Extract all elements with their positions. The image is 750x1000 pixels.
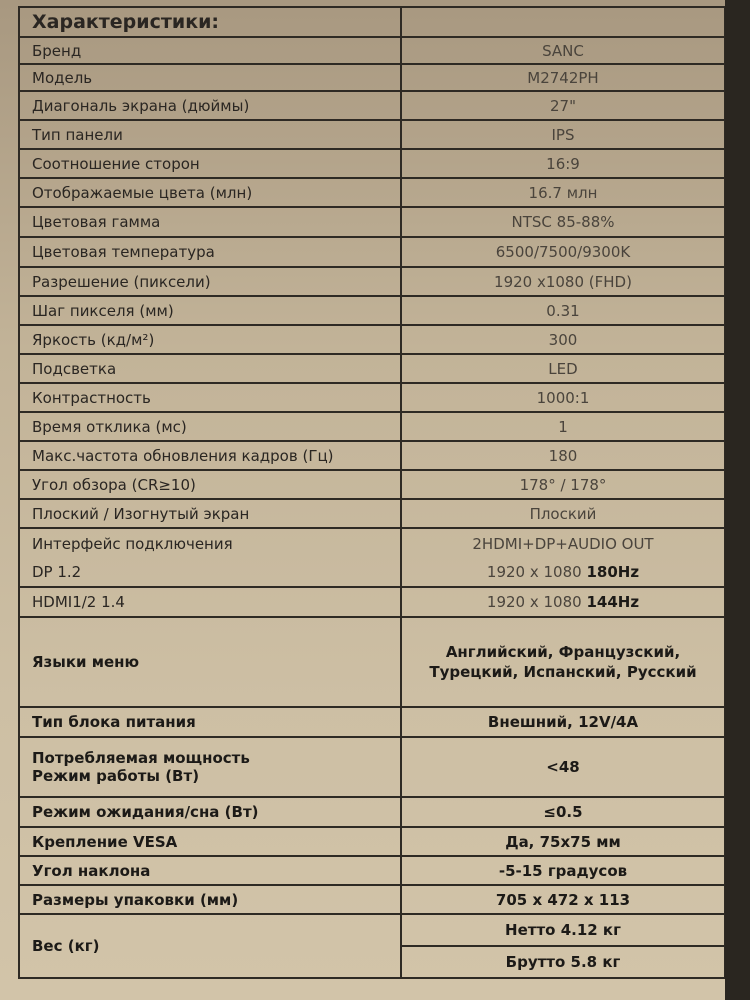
power-label-line-1: Потребляемая мощность xyxy=(32,749,250,767)
spec-table xyxy=(18,6,726,979)
table-row xyxy=(20,798,724,828)
spec-label: Яркость (кд/м²) xyxy=(20,326,402,353)
spec-label: Шаг пикселя (мм) xyxy=(20,297,402,324)
spec-value: 16.7 млн xyxy=(528,183,598,202)
spec-value: IPS xyxy=(551,125,575,144)
spec-value: ≤0.5 xyxy=(543,803,583,821)
table-row xyxy=(20,326,724,355)
weight-net: Нетто 4.12 кг xyxy=(505,921,621,939)
table-row xyxy=(20,588,724,618)
table-row xyxy=(20,238,724,268)
table-row xyxy=(20,65,724,92)
spec-value: SANC xyxy=(542,41,584,60)
spec-label: Цветовая температура xyxy=(20,238,402,266)
spec-value: 16:9 xyxy=(546,154,580,173)
spec-label: Интерфейс подключения xyxy=(20,529,402,558)
table-row xyxy=(20,886,724,915)
table-row xyxy=(20,618,724,708)
spec-value: -5-15 градусов xyxy=(498,861,628,880)
spec-label: Отображаемые цвета (млн) xyxy=(20,179,402,206)
weight-gross: Брутто 5.8 кг xyxy=(402,945,724,977)
port-resolution: 1920 x 1080 xyxy=(486,593,582,611)
spec-label: Бренд xyxy=(20,38,402,63)
spec-value: LED xyxy=(548,359,578,378)
spec-value: 27" xyxy=(550,96,576,115)
spec-label: Угол наклона xyxy=(20,857,402,884)
spec-label: Тип блока питания xyxy=(20,708,402,736)
spec-value: 6500/7500/9300K xyxy=(495,243,631,261)
table-row xyxy=(20,558,724,588)
table-row xyxy=(20,915,724,977)
spec-value: 1000:1 xyxy=(536,388,590,407)
port-resolution: 1920 x 1080 xyxy=(486,563,582,581)
table-row xyxy=(20,471,724,500)
spec-label xyxy=(20,738,402,796)
table-row xyxy=(20,384,724,413)
table-row xyxy=(20,442,724,471)
spec-label: Угол обзора (CR≥10) xyxy=(20,471,402,498)
spec-value xyxy=(402,558,724,586)
spec-label: DP 1.2 xyxy=(20,558,402,586)
spec-label: Цветовая гамма xyxy=(20,208,402,236)
spec-value: Да, 75x75 мм xyxy=(505,832,621,851)
table-row xyxy=(20,268,724,297)
table-row xyxy=(20,355,724,384)
spec-label: Разрешение (пиксели) xyxy=(20,268,402,295)
table-row xyxy=(20,413,724,442)
table-row xyxy=(20,208,724,238)
port-rate: 144Hz xyxy=(586,593,640,611)
spec-value: 1 xyxy=(558,417,568,436)
spec-label: Плоский / Изогнутый экран xyxy=(20,500,402,527)
table-row xyxy=(20,708,724,738)
spec-value: M2742PH xyxy=(527,68,599,87)
spec-value: Плоский xyxy=(529,504,597,523)
spec-value: 180 xyxy=(548,446,578,465)
spec-label: Соотношение сторон xyxy=(20,150,402,177)
table-row xyxy=(20,92,724,121)
table-row xyxy=(20,179,724,208)
table-row xyxy=(20,297,724,326)
spec-label: Модель xyxy=(20,65,402,90)
spec-value: 705 x 472 x 113 xyxy=(495,890,631,909)
table-row xyxy=(20,828,724,857)
weight-values xyxy=(402,915,724,977)
table-row xyxy=(20,738,724,798)
spec-value: 300 xyxy=(548,330,578,349)
power-label-line-2: Режим работы (Вт) xyxy=(32,767,200,785)
table-row xyxy=(20,38,724,65)
table-row xyxy=(20,857,724,886)
language-line-2: Турецкий, Испанский, Русский xyxy=(429,663,697,681)
spec-value: 2HDMI+DP+AUDIO OUT xyxy=(472,534,654,553)
spec-label: Крепление VESA xyxy=(20,828,402,855)
spec-label: HDMI1/2 1.4 xyxy=(20,588,402,616)
table-row xyxy=(20,121,724,150)
table-row xyxy=(20,500,724,529)
port-rate: 180Hz xyxy=(586,563,640,581)
spec-label: Вес (кг) xyxy=(20,915,402,977)
table-title: Характеристики: xyxy=(20,8,402,36)
spec-label: Подсветка xyxy=(20,355,402,382)
spec-label: Тип панели xyxy=(20,121,402,148)
spec-label: Время отклика (мс) xyxy=(20,413,402,440)
spec-label: Макс.частота обновления кадров (Гц) xyxy=(20,442,402,469)
table-row xyxy=(20,150,724,179)
spec-value: 1920 x1080 (FHD) xyxy=(494,272,632,291)
spec-label: Размеры упаковки (мм) xyxy=(20,886,402,913)
spec-value: 0.31 xyxy=(546,301,580,320)
spec-value: Внешний, 12V/4A xyxy=(487,713,639,731)
spec-label: Режим ожидания/сна (Вт) xyxy=(20,798,402,826)
spec-value xyxy=(402,618,724,706)
spec-value: <48 xyxy=(546,758,580,776)
table-title-empty xyxy=(402,8,724,36)
language-line-1: Английский, Французский, xyxy=(445,643,681,661)
spec-value: NTSC 85-88% xyxy=(511,213,615,231)
table-title-row xyxy=(20,8,724,38)
spec-label: Языки меню xyxy=(20,618,402,706)
table-row xyxy=(20,529,724,558)
spec-label: Контрастность xyxy=(20,384,402,411)
spec-label: Диагональ экрана (дюймы) xyxy=(20,92,402,119)
spec-value: 178° / 178° xyxy=(519,475,607,494)
spec-value xyxy=(402,588,724,616)
